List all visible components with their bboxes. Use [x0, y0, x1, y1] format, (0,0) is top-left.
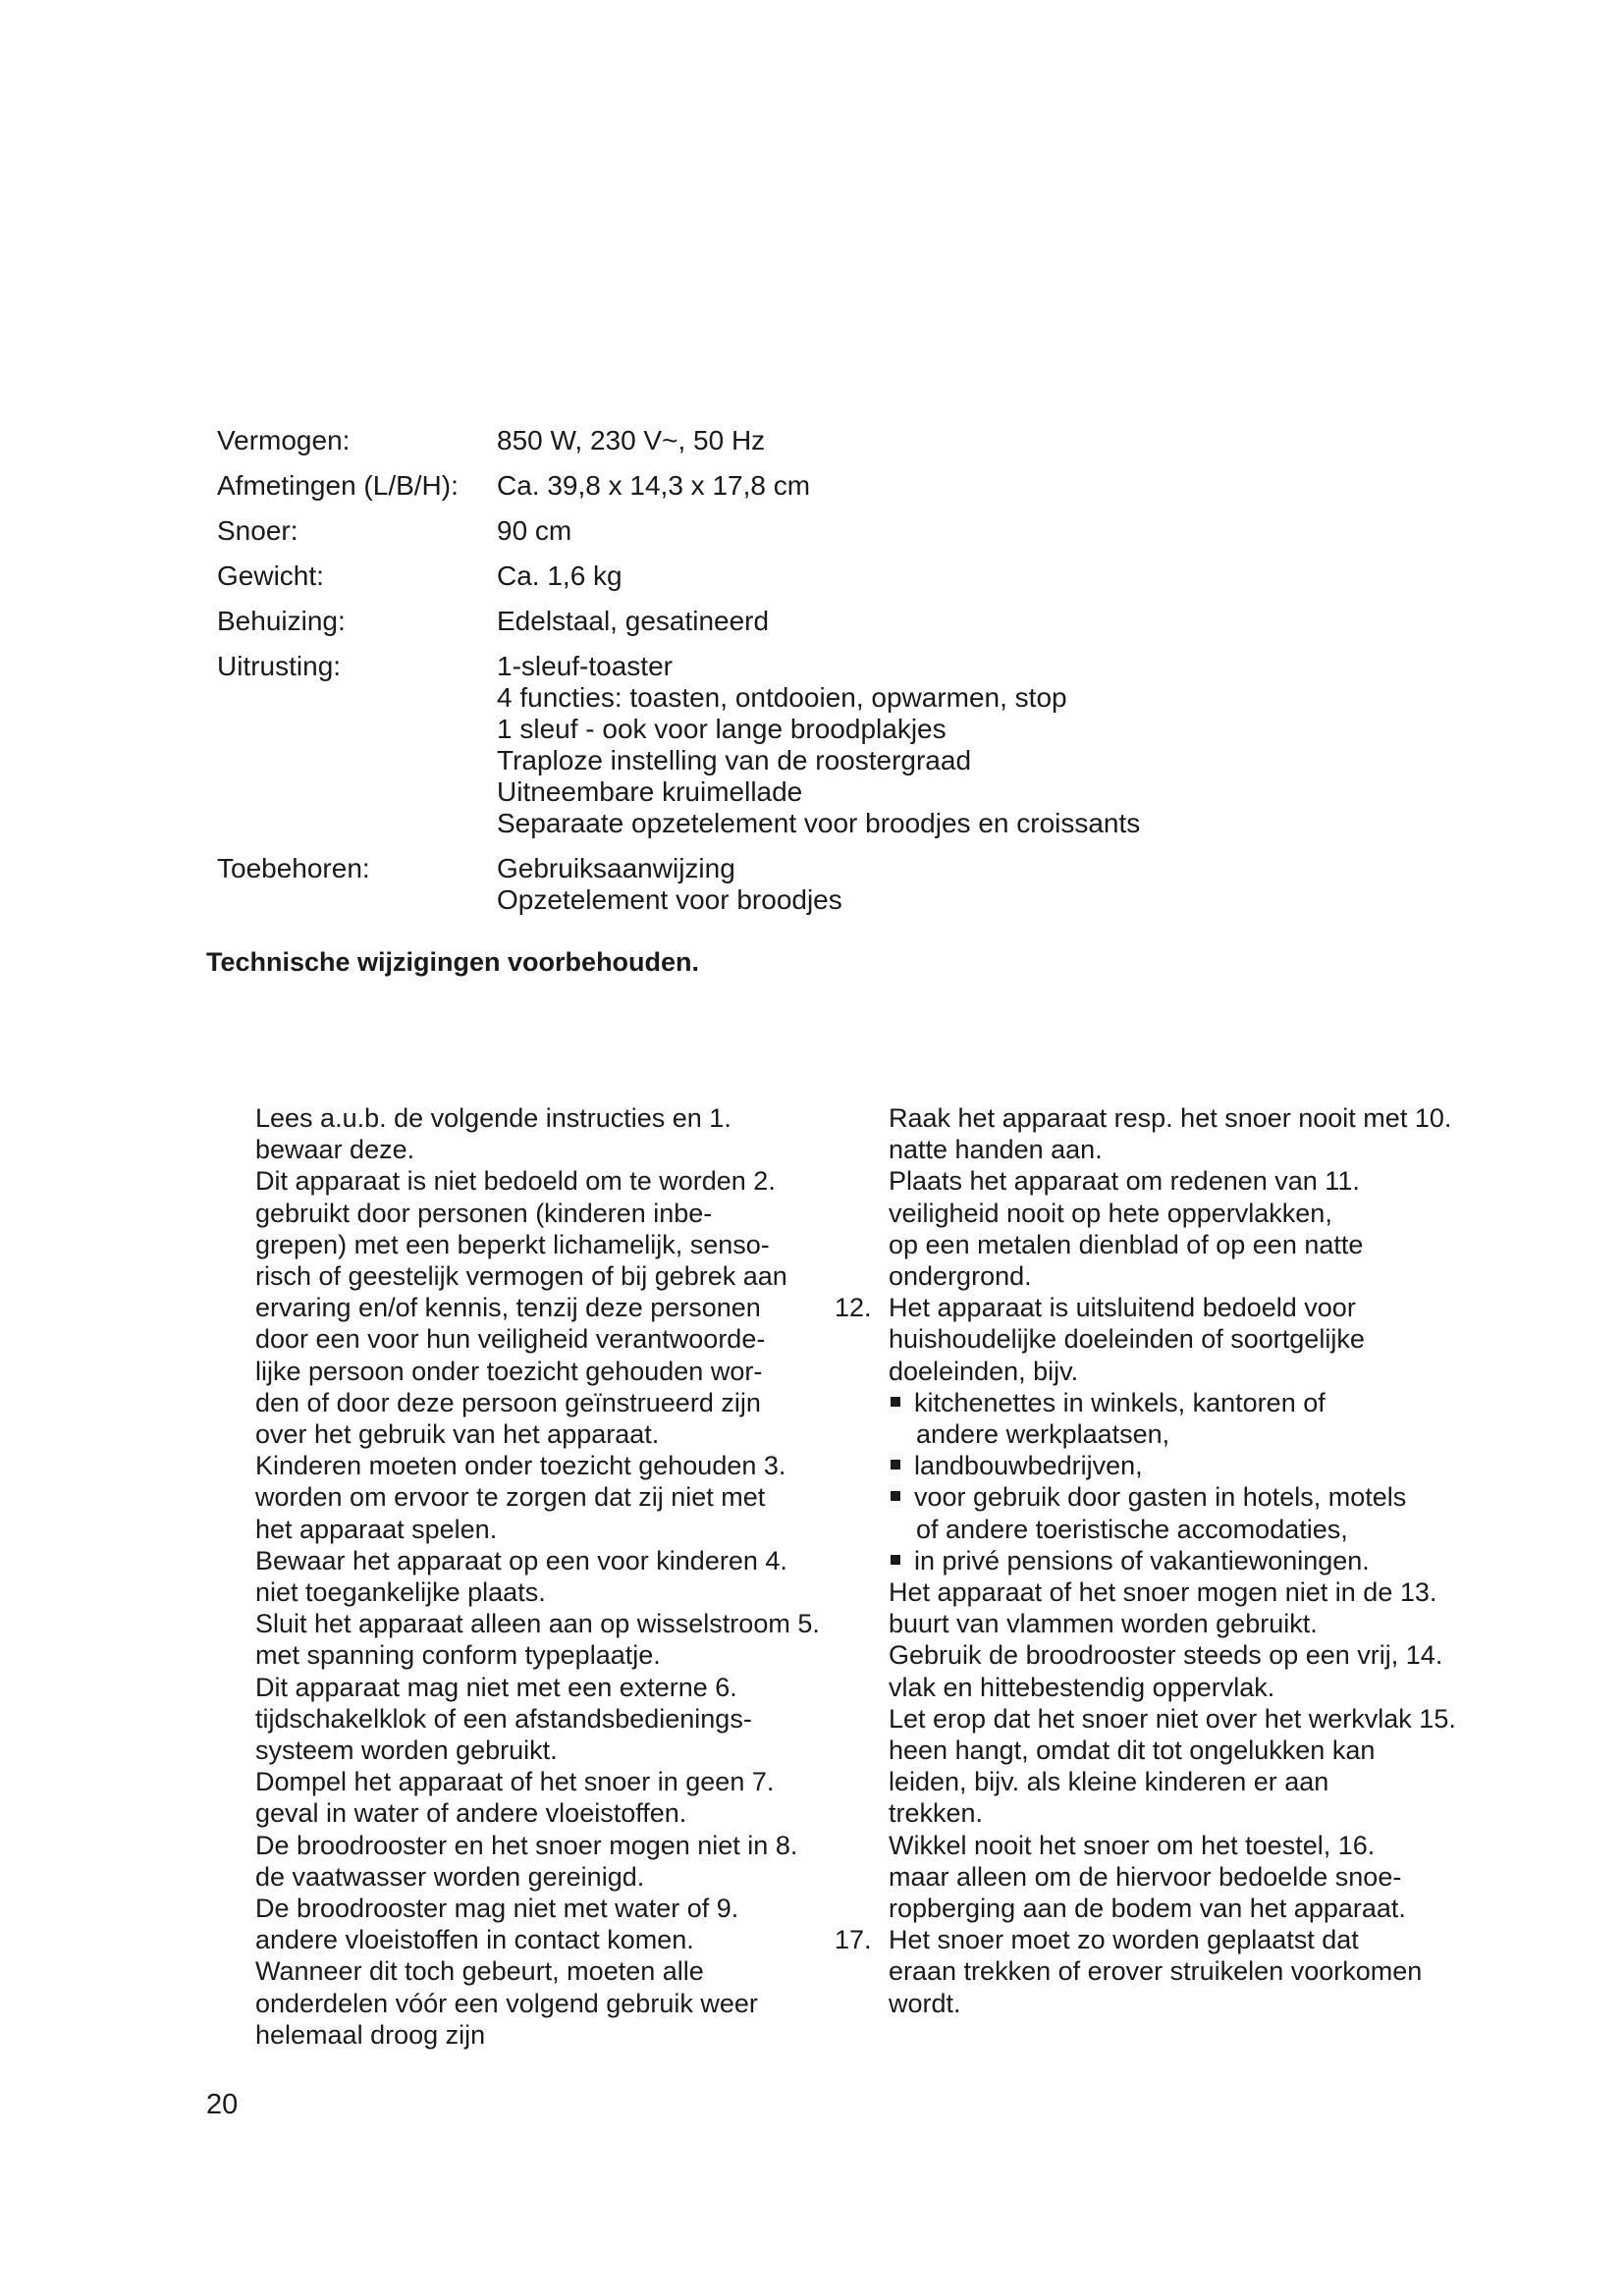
instruction-number: 12. — [835, 1293, 872, 1323]
instruction-line: niet toegankelijke plaats. — [255, 1577, 546, 1608]
instruction-line: geval in water of andere vloeistoffen. — [255, 1798, 687, 1829]
spec-value — [497, 651, 1395, 839]
spec-value-line: Separaate opzetelement voor broodjes en croissants — [497, 808, 1141, 838]
safety-instructions-left-column — [255, 1102, 854, 2051]
instruction-line: trekken. — [889, 1798, 984, 1829]
spec-row — [217, 853, 1395, 916]
square-bullet-icon — [891, 1555, 900, 1565]
spec-row — [217, 515, 1395, 547]
safety-instructions-right-column — [835, 1102, 1488, 2019]
square-bullet-icon — [891, 1460, 900, 1469]
spec-value — [497, 515, 1395, 547]
instruction-line: door een voor hun veiligheid verantwoorde- — [255, 1324, 766, 1355]
technical-specifications — [217, 425, 1395, 930]
instruction-line: Het apparaat of het snoer mogen niet in de 13. — [889, 1577, 1437, 1608]
bullet-continuation: andere werkplaatsen, — [916, 1419, 1170, 1450]
instruction-line: systeem worden gebruikt. — [255, 1735, 558, 1766]
instruction-line: Plaats het apparaat om redenen van 11. — [889, 1166, 1360, 1197]
instruction-line: risch of geestelijk vermogen of bij gebrek aan — [255, 1261, 787, 1292]
spec-row — [217, 651, 1395, 839]
instruction-line: Dit apparaat is niet bedoeld om te worden 2. — [255, 1166, 776, 1197]
instruction-line: natte handen aan. — [889, 1135, 1103, 1165]
instruction-line: het apparaat spelen. — [255, 1514, 498, 1544]
instruction-line: met spanning conform typeplaatje. — [255, 1640, 661, 1671]
instruction-line: doeleinden, bijv. — [889, 1356, 1079, 1386]
instruction-line: bewaar deze. — [255, 1135, 415, 1165]
spec-label: Toebehoren: — [217, 853, 370, 883]
spec-label: Vermogen: — [217, 425, 351, 455]
instruction-line: ondergrond. — [889, 1261, 1032, 1292]
instruction-line: maar alleen om de hiervoor bedoelde snoe- — [889, 1861, 1402, 1892]
spec-row — [217, 425, 1395, 456]
technical-changes-notice: Technische wijzigingen voorbehouden. — [206, 947, 700, 977]
bullet-text: voor gebruik door gasten in hotels, motels — [914, 1482, 1407, 1513]
spec-value-line: Traploze instelling van de roostergraad — [497, 745, 972, 775]
instruction-line: Dit apparaat mag niet met een externe 6. — [255, 1672, 737, 1702]
spec-value-line: 4 functies: toasten, ontdooien, opwarmen, stop — [497, 682, 1067, 713]
spec-value — [497, 470, 1395, 502]
spec-value-line: 90 cm — [497, 515, 572, 546]
spec-value — [497, 853, 1395, 916]
bullet-text: in privé pensions of vakantiewoningen. — [914, 1545, 1370, 1575]
spec-row — [217, 606, 1395, 637]
instruction-line: ervaring en/of kennis, tenzij deze personen — [255, 1293, 761, 1323]
spec-value — [497, 561, 1395, 592]
spec-value-line: Ca. 39,8 x 14,3 x 17,8 cm — [497, 470, 811, 501]
instruction-line: buurt van vlammen worden gebruikt. — [889, 1609, 1318, 1639]
spec-value-line: 850 W, 230 V~, 50 Hz — [497, 425, 766, 455]
instruction-line: Sluit het apparaat alleen aan op wisselstroom 5. — [255, 1609, 820, 1639]
instruction-text: Het apparaat is uitsluitend bedoeld voor — [889, 1293, 1356, 1323]
spec-label: Snoer: — [217, 515, 298, 546]
instruction-line: Wikkel nooit het snoer om het toestel, 16. — [889, 1830, 1376, 1860]
bullet-text: kitchenettes in winkels, kantoren of — [914, 1387, 1326, 1417]
instruction-line: ropberging aan de bodem van het apparaat. — [889, 1894, 1406, 1924]
bullet-continuation: of andere toeristische accomodaties, — [916, 1514, 1348, 1544]
instruction-text: Het snoer moet zo worden geplaatst dat — [889, 1925, 1359, 1955]
instruction-line: Wanneer dit toch gebeurt, moeten alle — [255, 1956, 704, 1987]
instruction-line: huishoudelijke doeleinden of soortgelijke — [889, 1324, 1365, 1355]
spec-label: Behuizing: — [217, 606, 346, 636]
spec-label: Afmetingen (L/B/H): — [217, 470, 459, 501]
bullet-item — [889, 1450, 1488, 1481]
bullet-item — [889, 1481, 1488, 1513]
instruction-line: tijdschakelklok of een afstandsbedienings- — [255, 1703, 752, 1734]
instruction-line: Raak het apparaat resp. het snoer nooit met 10. — [889, 1103, 1452, 1133]
instruction-line: leiden, bijv. als kleine kinderen er aan — [889, 1767, 1329, 1797]
instruction-line: De broodrooster en het snoer mogen niet in 8. — [255, 1830, 798, 1860]
instruction-line: eraan trekken of erover struikelen voorkomen — [889, 1956, 1423, 1987]
instruction-line: lijke persoon onder toezicht gehouden wor- — [255, 1356, 763, 1386]
instruction-line: gebruikt door personen (kinderen inbe- — [255, 1198, 713, 1228]
instruction-line: Gebruik de broodrooster steeds op een vrij, 14. — [889, 1640, 1443, 1671]
spec-value-line: Edelstaal, gesatineerd — [497, 606, 770, 636]
instruction-line: over het gebruik van het apparaat. — [255, 1419, 660, 1450]
spec-value — [497, 606, 1395, 637]
instruction-line: Lees a.u.b. de volgende instructies en 1. — [255, 1103, 731, 1133]
instruction-line: wordt. — [889, 1988, 961, 2018]
instruction-line: Kinderen moeten onder toezicht gehouden 3. — [255, 1451, 786, 1481]
bullet-item — [889, 1387, 1488, 1418]
instruction-line: Dompel het apparaat of het snoer in geen 7. — [255, 1767, 775, 1797]
spec-value-line: 1 sleuf - ook voor lange broodplakjes — [497, 714, 947, 744]
numbered-instruction-line — [835, 1292, 1488, 1323]
instruction-line: worden om ervoor te zorgen dat zij niet met — [255, 1482, 766, 1513]
spec-label: Gewicht: — [217, 561, 324, 591]
bullet-item — [889, 1545, 1488, 1576]
instruction-number: 17. — [835, 1925, 872, 1955]
spec-value-line: 1-sleuf-toaster — [497, 651, 673, 681]
instruction-line: Bewaar het apparaat op een voor kinderen 4. — [255, 1545, 787, 1575]
spec-row — [217, 561, 1395, 592]
instruction-line: onderdelen vóór een volgend gebruik weer — [255, 1988, 758, 2018]
instruction-line: den of door deze persoon geïnstrueerd zijn — [255, 1387, 761, 1417]
page-number: 20 — [206, 2089, 239, 2120]
spec-value-line: Opzetelement voor broodjes — [497, 884, 842, 915]
numbered-instruction-line — [835, 1924, 1488, 1955]
instruction-line: andere vloeistoffen in contact komen. — [255, 1925, 694, 1955]
instruction-line: Let erop dat het snoer niet over het werkvlak 15. — [889, 1703, 1456, 1734]
instruction-line: de vaatwasser worden gereinigd. — [255, 1861, 645, 1892]
bullet-text: landbouwbedrijven, — [914, 1451, 1143, 1481]
instruction-line: grepen) met een beperkt lichamelijk, senso- — [255, 1229, 770, 1259]
spec-value-line: Uitneembare kruimellade — [497, 776, 803, 807]
square-bullet-icon — [891, 1397, 900, 1407]
instruction-line: veiligheid nooit op hete oppervlakken, — [889, 1198, 1332, 1228]
spec-value-line: Gebruiksaanwijzing — [497, 853, 735, 883]
instruction-line: op een metalen dienblad of op een natte — [889, 1229, 1364, 1259]
square-bullet-icon — [891, 1491, 900, 1501]
spec-value — [497, 425, 1395, 456]
instruction-line: vlak en hittebestendig oppervlak. — [889, 1672, 1275, 1702]
instruction-line: helemaal droog zijn — [255, 2019, 486, 2050]
spec-label: Uitrusting: — [217, 651, 342, 681]
instruction-line: heen hangt, omdat dit tot ongelukken kan — [889, 1735, 1376, 1766]
spec-row — [217, 470, 1395, 502]
instruction-line: De broodrooster mag niet met water of 9. — [255, 1894, 739, 1924]
spec-value-line: Ca. 1,6 kg — [497, 561, 623, 591]
